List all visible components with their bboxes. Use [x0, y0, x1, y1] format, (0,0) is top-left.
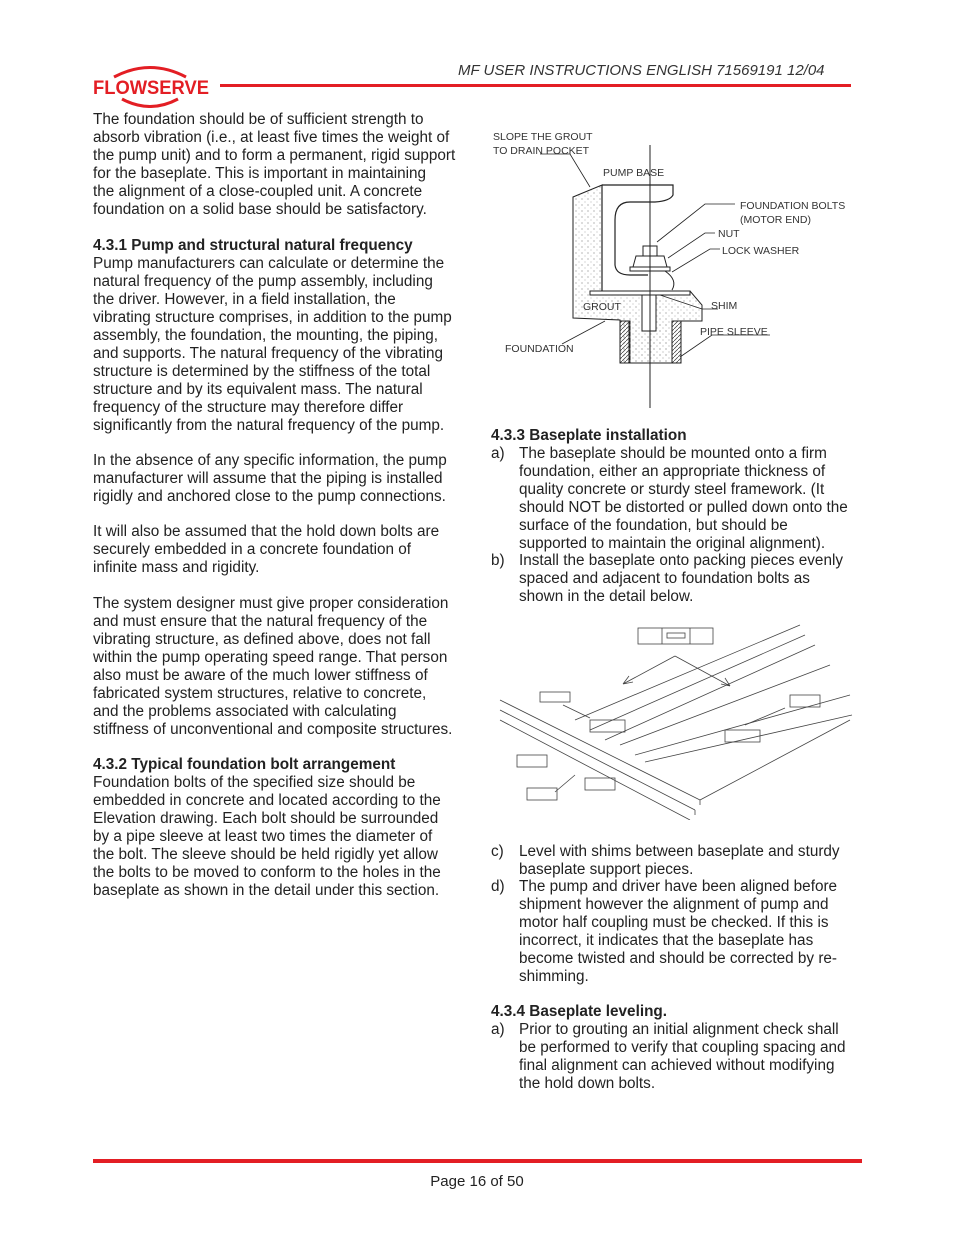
list-text: Prior to grouting an initial alignment check shall be performed to verify that coupling spacing and final alignment can achieved without modifying the hold down bolts.	[519, 1021, 846, 1092]
list-item-a	[491, 445, 861, 553]
paragraph-bolts: It will also be assumed that the hold down bolts are securely embedded in a concrete foundation of infinite mass and rigidity.	[93, 523, 440, 576]
heading-4-3-3: 4.3.3 Baseplate installation	[491, 427, 687, 444]
list-marker: a)	[491, 1021, 505, 1038]
list-text: The pump and driver have been aligned before shipment however the alignment of pump and motor half coupling must be checked. If this is incorrect, it indicates that the baseplate has become twisted and should be corrected by re- shimming.	[519, 878, 838, 985]
paragraph-designer: The system designer must give proper consideration and must ensure that the natural frequency of the vibrating structure, as defined above, does not fall within the pump operating speed range. That person also must be aware of the much lower stiffness of fabricated system structures, relative to concrete, and the problems associated with calculating stiffness of unconventional and composite structures.	[93, 595, 453, 738]
header-title: MF USER INSTRUCTIONS ENGLISH 71569191 12/04	[458, 62, 825, 79]
list-item-c	[491, 843, 861, 879]
footer-rule	[93, 1159, 862, 1163]
list-item-d	[491, 878, 861, 986]
label-grout: GROUT	[583, 301, 621, 313]
paragraph-foundation: The foundation should be of sufficient strength to absorb vibration (i.e., at least five times the weight of the pump unit) and to form a permanent, rigid support for the baseplate. This is important in maintaining the alignment of a close-coupled unit. A concrete foundation on a solid base should be satisfactory.	[93, 111, 456, 218]
logo-text: FLOWSERVE	[93, 78, 209, 99]
label-foundation: FOUNDATION	[505, 343, 574, 355]
baseplate-packing-diagram	[495, 620, 855, 820]
heading-4-3-4: 4.3.4 Baseplate leveling.	[491, 1003, 668, 1020]
heading-4-3-2: 4.3.2 Typical foundation bolt arrangement	[93, 756, 396, 773]
list-text: The baseplate should be mounted onto a firm foundation, either an appropriate thickness of quality concrete or sturdy steel framework. (It should NOT be distorted or pulled down onto the surface of the foundation, but should be supported to maintain the original alignment).	[519, 445, 848, 552]
list-marker: d)	[491, 878, 505, 895]
label-motor-end: (MOTOR END)	[740, 214, 811, 226]
page-number: Page 16 of 50	[430, 1173, 524, 1190]
list-marker: a)	[491, 445, 505, 462]
header-rule	[220, 84, 851, 87]
label-foundation-bolts: FOUNDATION BOLTS	[740, 200, 846, 212]
label-pump-base: PUMP BASE	[603, 167, 665, 179]
label-shim: SHIM	[711, 300, 738, 312]
flowserve-logo	[92, 64, 212, 108]
heading-4-3-1: 4.3.1 Pump and structural natural frequency	[93, 237, 413, 254]
paragraph-4-3-1: Pump manufacturers can calculate or determine the natural frequency of the pump assembly, including the driver. However, in a field installation, the vibrating structure comprises, in addition to the pump assembly, the foundation, the mounting, the piping, and supports. The natural frequency of the vibrating structure is determined by the stiffness of the total structure and by its equivalent mass. The natural frequency of the structure may therefore differ significantly from the natural frequency of the pump.	[93, 255, 452, 434]
list-text: Install the baseplate onto packing pieces evenly spaced and adjacent to foundation bolts as shown in the detail below.	[519, 552, 843, 605]
list-item-b	[491, 552, 861, 606]
list-marker: c)	[491, 843, 504, 860]
label-slope-grout: SLOPE THE GROUT	[493, 131, 593, 143]
list-marker: b)	[491, 552, 505, 569]
list-text: Level with shims between baseplate and sturdy baseplate support pieces.	[519, 843, 840, 878]
label-nut: NUT	[718, 228, 740, 240]
paragraph-4-3-2: Foundation bolts of the specified size should be embedded in concrete and located according to the Elevation drawing. Each bolt should be surrounded by a pipe sleeve at least two times the diameter of the bolt. The sleeve should be held rigidly yet allow the bolts to be moved to conform to the holes in the baseplate as shown in the detail under this section.	[93, 774, 441, 899]
list-item-leveling-a	[491, 1021, 861, 1093]
label-drain-pocket: TO DRAIN POCKET	[493, 145, 590, 157]
label-pipe-sleeve: PIPE SLEEVE	[700, 326, 768, 338]
foundation-bolt-diagram	[490, 125, 860, 410]
paragraph-piping: In the absence of any specific information, the pump manufacturer will assume that the piping is installed rigidly and anchored close to the pump connections.	[93, 452, 447, 505]
label-lock-washer: LOCK WASHER	[722, 245, 800, 257]
